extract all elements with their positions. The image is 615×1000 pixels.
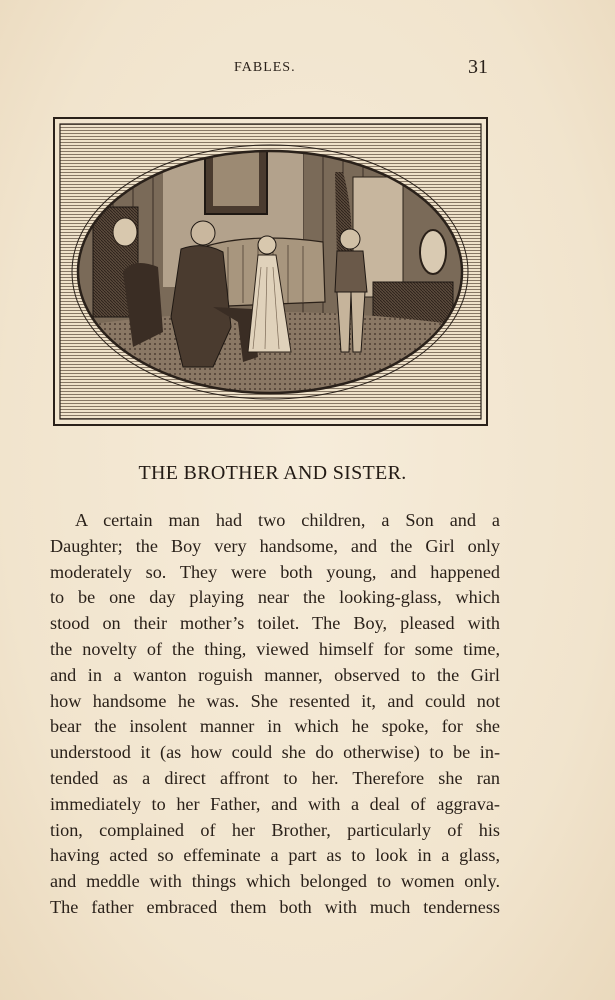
- page-number: 31: [468, 56, 488, 78]
- text-line: and meddle with things which belonged to women only.: [50, 871, 500, 892]
- text-line: understood it (as how could she do otherwise) to be in-: [50, 742, 500, 763]
- text-line: A certain man had two children, a Son and a: [75, 510, 500, 530]
- engraving-illustration: [53, 117, 488, 426]
- text-line: stood on their mother’s toilet. The Boy, pleased with: [50, 613, 500, 634]
- running-title: FABLES.: [234, 60, 296, 75]
- text-line: to be one day playing near the looking-glass, which: [50, 587, 500, 608]
- text-line: tion, complained of her Brother, particularly of his: [50, 819, 500, 840]
- chapter-title: THE BROTHER AND SISTER.: [138, 462, 407, 484]
- text-line: bear the insolent manner in which he spoke, for she: [50, 716, 500, 737]
- running-head: [0, 58, 615, 82]
- text-line: how handsome he was. She resented it, and could not: [50, 690, 500, 711]
- text-line: immediately to her Father, and with a deal of aggrava-: [50, 793, 500, 814]
- text-line: tended as a direct affront to her. Therefore she ran: [50, 767, 500, 788]
- body-text: [50, 508, 500, 921]
- text-line: The father embraced them both with much tenderness: [50, 896, 500, 917]
- text-line: moderately so. They were both young, and happened: [50, 561, 500, 582]
- text-line: and in a wanton roguish manner, observed to the Girl: [50, 664, 500, 685]
- text-line: Daughter; the Boy very handsome, and the Girl only: [50, 535, 500, 556]
- text-line: the novelty of the thing, viewed himself for some time,: [50, 638, 500, 659]
- text-line: having acted so effeminate a part as to look in a glass,: [50, 845, 500, 866]
